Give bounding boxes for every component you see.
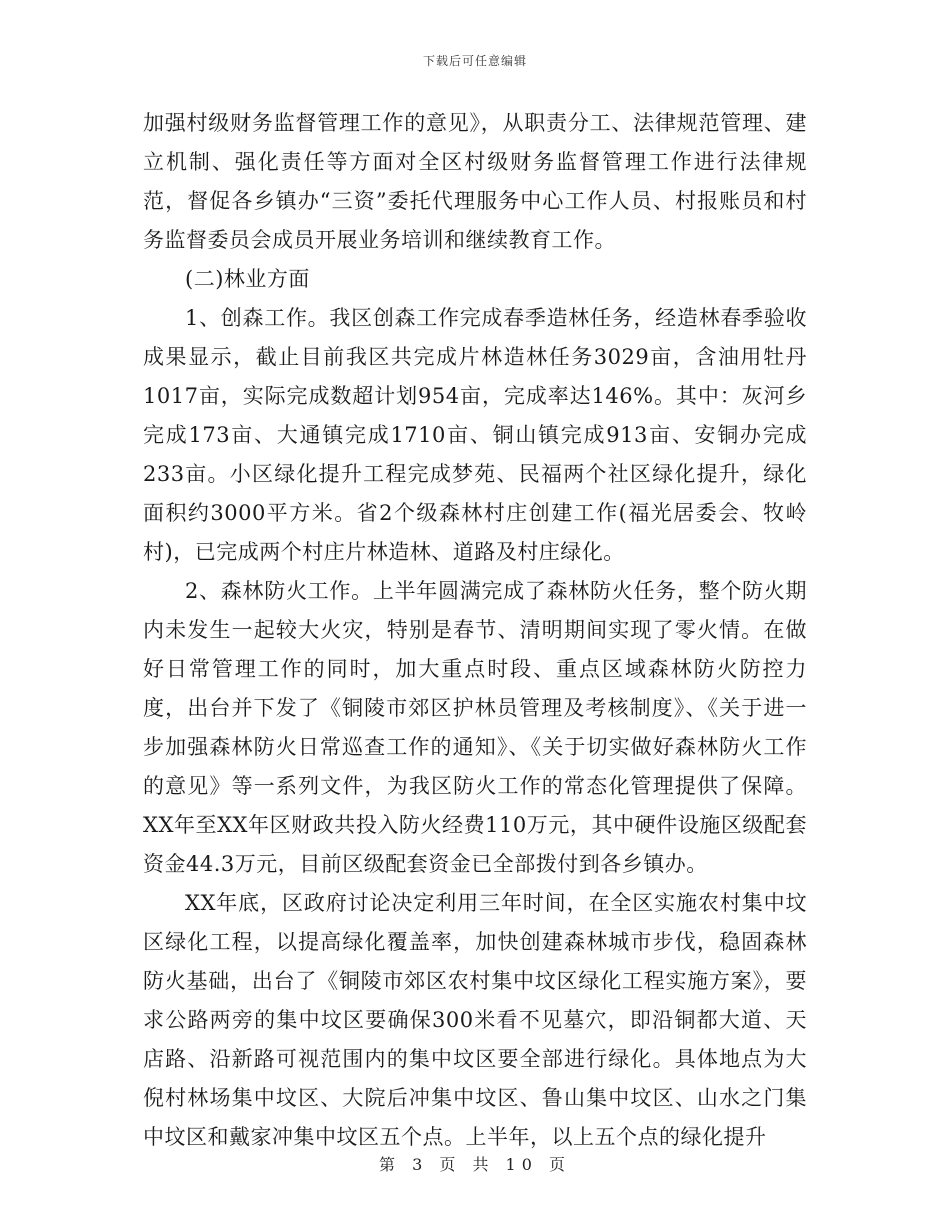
paragraph-afforestation: 1、创森工作。我区创森工作完成春季造林任务，经造林春季验收成果显示，截止目前我区共完成片林造林任务3029亩，含油用牡丹1017亩，实际完成数超计划954亩，完成率达146%。其中：灰河乡完成173亩、大通镇完成1710亩、铜山镇完成913亩、安铜办完成233亩。小区绿化提升工程完成梦苑、民福两个社区绿化提升，绿化面积约3000平方米。省2个级森林村庄创建工作(福光居委会、牧岭村)，已完成两个村庄片林造林、道路及村庄绿化。 <box>143 306 807 564</box>
header-note: 下载后可任意编辑 <box>422 54 527 68</box>
section-heading-forestry: (二)林业方面 <box>185 267 310 291</box>
paragraph-fire-prevention: 2、森林防火工作。上半年圆满完成了森林防火任务，整个防火期内未发生一起较大火灾，特别是春节、清明期间实现了零火情。在做好日常管理工作的同时，加大重点时段、重点区域森林防火防控力度，出台并下发了《铜陵市郊区护林员管理及考核制度》、《关于进一步加强森林防火日常巡查工作的通知》、《关于切实做好森林防火工作的意见》等一系列文件，为我区防火工作的常态化管理提供了保障。XX年至XX年区财政共投入防火经费110万元，其中硬件设施区级配套资金44.3万元，目前区级配套资金已全部拨付到各乡镇办。 <box>143 579 807 876</box>
document-body <box>143 104 807 1157</box>
page-number: 第 3 页 共 10 页 <box>379 1155 571 1174</box>
paragraph-financial-supervision: 加强村级财务监督管理工作的意见》，从职责分工、法律规范管理、建立机制、强化责任等方面对全区村级财务监督管理工作进行法律规范，督促各乡镇办“三资”委托代理服务中心工作人员、村报账员和村务监督委员会成员开展业务培训和继续教育工作。 <box>143 111 807 252</box>
paragraph-grave-greening: XX年底，区政府讨论决定利用三年时间，在全区实施农村集中坟区绿化工程，以提高绿化覆盖率，加快创建森林城市步伐，稳固森林防火基础，出台了《铜陵市郊区农村集中坟区绿化工程实施方案》，要求公路两旁的集中坟区要确保300米看不见墓穴，即沿铜都大道、天店路、沿新路可视范围内的集中坟区要全部进行绿化。具体地点为大倪村林场集中坟区、大院后冲集中坟区、鲁山集中坟区、山水之门集中坟区和戴家冲集中坟区五个点。上半年，以上五个点的绿化提升 <box>143 891 807 1149</box>
